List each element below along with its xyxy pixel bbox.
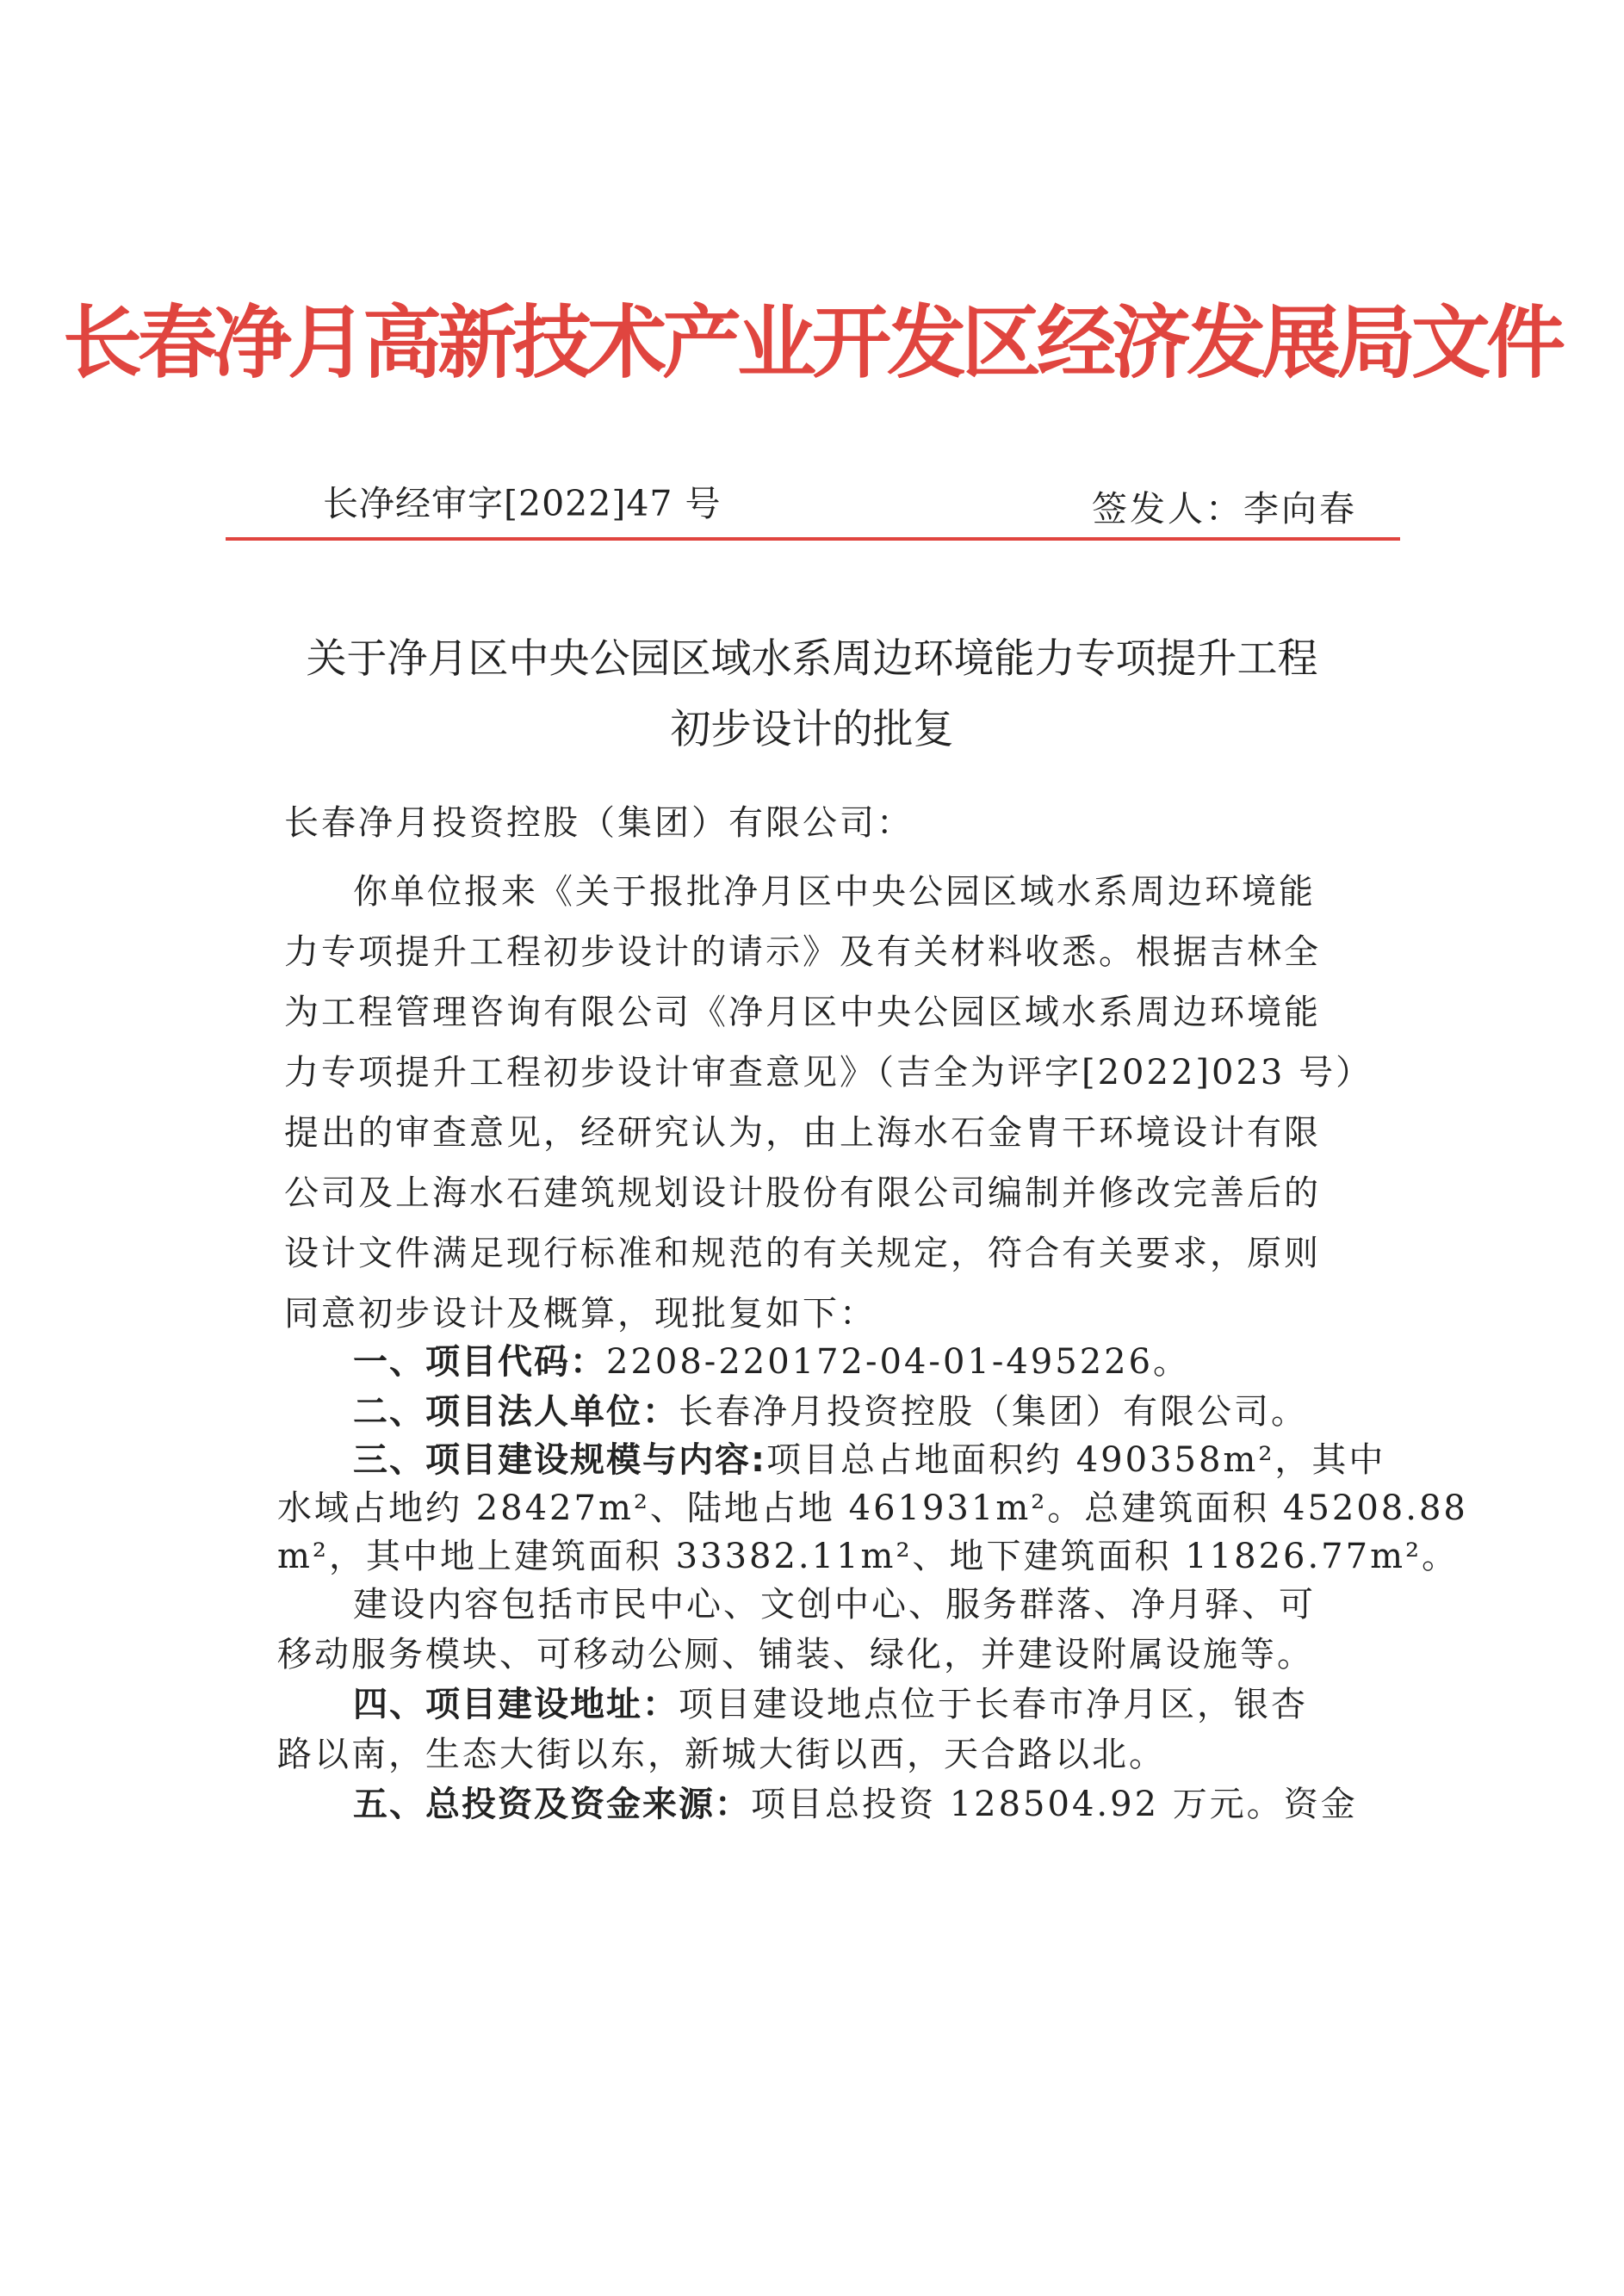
item-text: 项目总投资 128504.92 万元。资金 xyxy=(751,1785,1358,1824)
item-text: 2208-220172-04-01-495226。 xyxy=(606,1342,1191,1382)
header-divider xyxy=(226,537,1400,541)
body-line: 你单位报来《关于报批净月区中央公园区域水系周边环境能 xyxy=(353,872,1316,912)
document-title-line-2: 初步设计的批复 xyxy=(670,706,954,753)
body-line: 提出的审查意见，经研究认为，由上海水石金胄干环境设计有限 xyxy=(284,1113,1321,1153)
body-line: m²，其中地上建筑面积 33382.11m²、地下建筑面积 11826.77m²。 xyxy=(277,1537,1460,1576)
body-line: 为工程管理咨询有限公司《净月区中央公园区域水系周边环境能 xyxy=(284,993,1321,1032)
item-address xyxy=(353,1677,1308,1726)
item-project-code xyxy=(353,1334,1190,1383)
body-line: 同意初步设计及概算，现批复如下： xyxy=(284,1294,877,1334)
item-legal-entity xyxy=(353,1384,1308,1433)
signer: 签发人：李向春 xyxy=(1092,488,1357,529)
body-line: 公司及上海水石建筑规划设计股份有限公司编制并修改完善后的 xyxy=(284,1173,1321,1213)
item-label: 一、项目代码： xyxy=(353,1342,606,1382)
body-line: 路以南，生态大街以东，新城大街以西，天合路以北。 xyxy=(277,1735,1166,1774)
item-label: 五、总投资及资金来源： xyxy=(353,1785,751,1824)
addressee: 长春净月投资控股（集团）有限公司： xyxy=(284,803,914,843)
item-label: 四、项目建设地址： xyxy=(353,1685,679,1724)
item-text: 项目总占地面积约 490358m²，其中 xyxy=(766,1440,1386,1480)
document-number: 长净经审字[2022]47 号 xyxy=(323,483,722,524)
item-text: 长春净月投资控股（集团）有限公司。 xyxy=(679,1392,1308,1432)
item-scale-content xyxy=(353,1433,1385,1482)
document-header-title: 长春净月高新技术产业开发区经济发展局文件 xyxy=(62,296,1561,389)
item-label: 二、项目法人单位： xyxy=(353,1392,679,1432)
body-line: 水域占地约 28427m²、陆地占地 461931m²。总建筑面积 45208.88 xyxy=(277,1488,1468,1528)
item-investment xyxy=(353,1777,1358,1826)
body-line: 移动服务模块、可移动公厕、铺装、绿化，并建设附属设施等。 xyxy=(277,1635,1314,1674)
item-label: 三、项目建设规模与内容: xyxy=(353,1440,766,1480)
body-line: 设计文件满足现行标准和规范的有关规定，符合有关要求，原则 xyxy=(284,1234,1321,1273)
document-title-line-1: 关于净月区中央公园区域水系周边环境能力专项提升工程 xyxy=(306,635,1318,683)
item-text: 项目建设地点位于长春市净月区，银杏 xyxy=(679,1685,1308,1724)
body-line: 力专项提升工程初步设计的请示》及有关材料收悉。根据吉林全 xyxy=(284,932,1321,972)
body-line: 力专项提升工程初步设计审查意见》（吉全为评字[2022]023 号） xyxy=(284,1053,1373,1092)
body-line: 建设内容包括市民中心、文创中心、服务群落、净月驿、可 xyxy=(353,1585,1316,1625)
